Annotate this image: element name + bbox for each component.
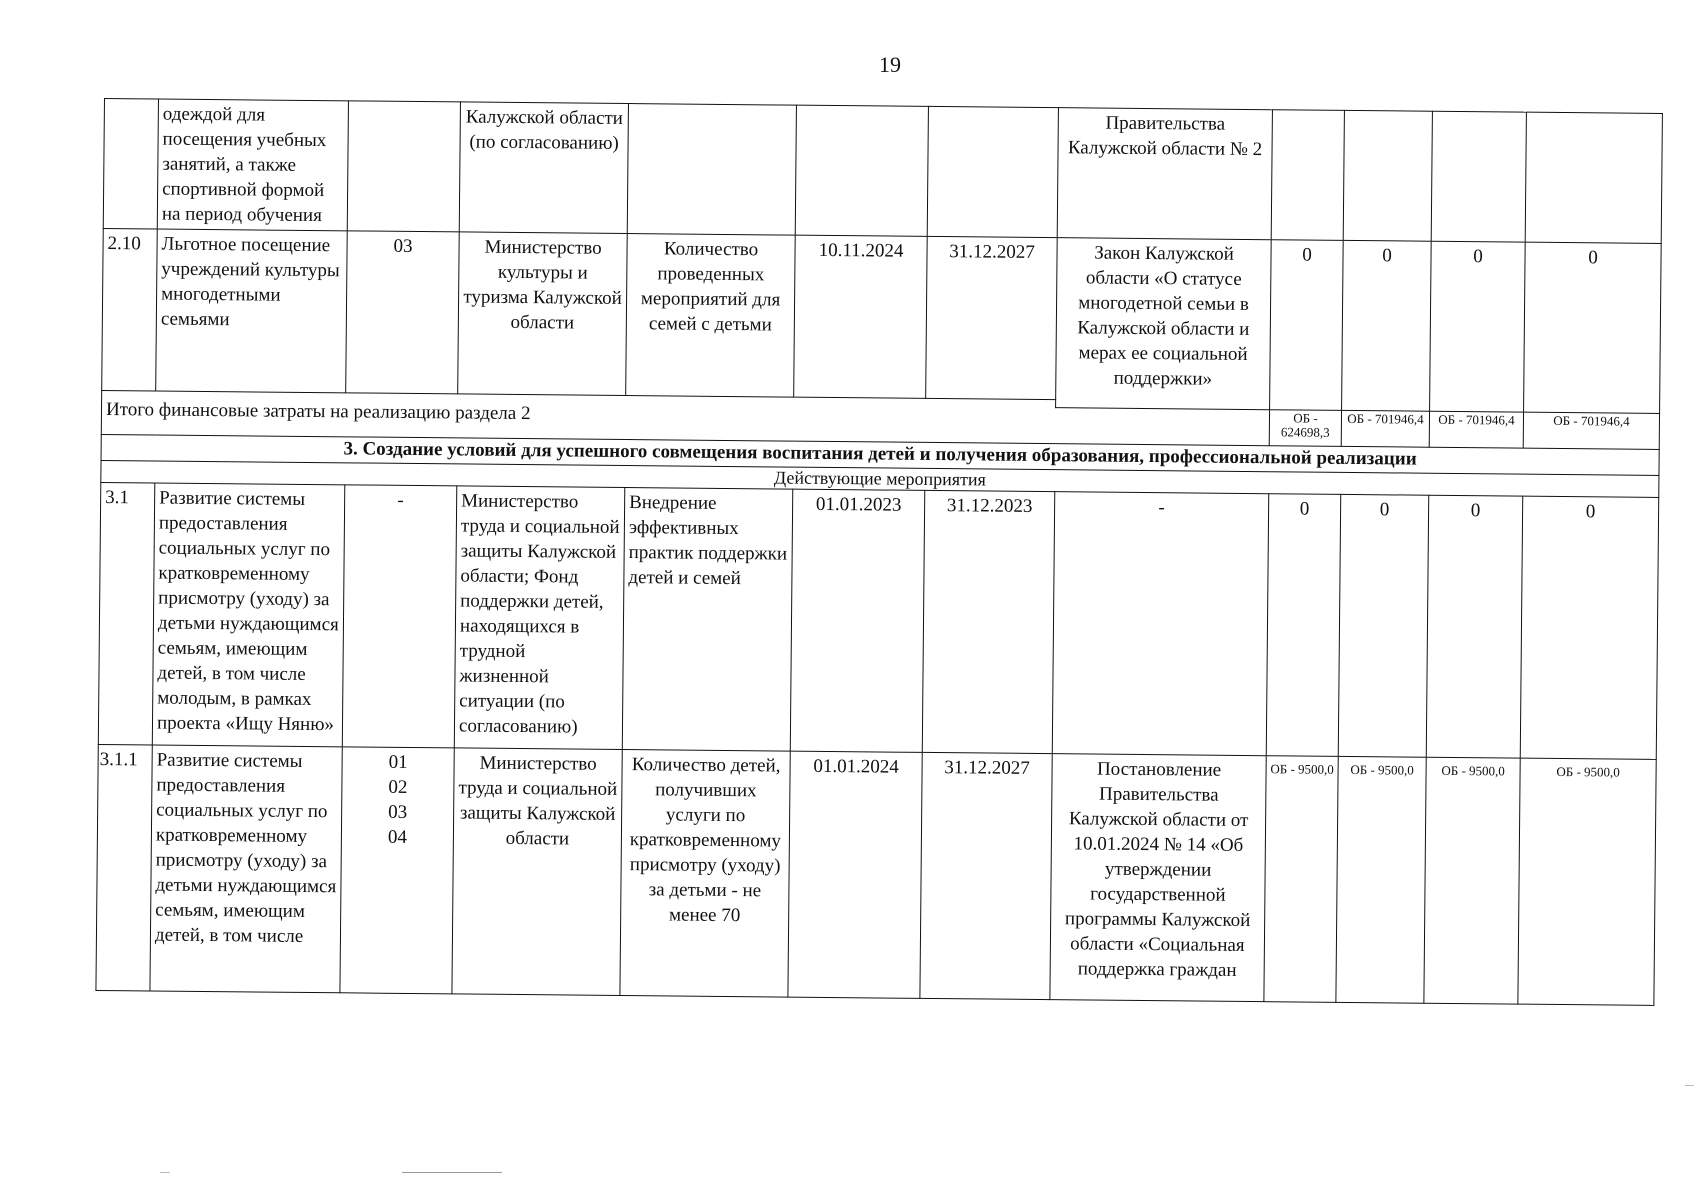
- measure-name: Льготное посещение учреждений культуры многодетными семьями: [156, 229, 348, 393]
- finance-year-4: 0: [1520, 496, 1659, 759]
- table-row: [103, 99, 1662, 244]
- program-measures-table: [95, 98, 1663, 1006]
- program-table-sheet: [95, 98, 1662, 1006]
- executor-cell: Министерство труда и социальной защиты Калужской области: [452, 748, 622, 996]
- table-row: [96, 744, 1656, 1005]
- finance-year-4: [1525, 112, 1662, 243]
- finance-year-3: 0: [1426, 495, 1523, 758]
- finance-year-3: 0: [1430, 241, 1526, 412]
- finance-year-2: 0: [1342, 240, 1432, 411]
- scan-artifact: [1685, 1085, 1694, 1086]
- finance-year-3: ОБ - 9500,0: [1424, 757, 1520, 1004]
- executor-cell: Министерство труда и социальной защиты Калужской области; Фонд поддержки детей, находящихся в трудной жизненной ситуации (по согласованию): [454, 486, 625, 750]
- basis-cell: Правительства Калужской области № 2: [1057, 108, 1272, 240]
- finance-year-1: ОБ - 9500,0: [1264, 756, 1338, 1003]
- scan-artifact: [160, 1172, 170, 1173]
- table-row: [102, 228, 1661, 405]
- code-cell: 01 02 03 04: [340, 747, 454, 994]
- end-date: 31.12.2027: [920, 752, 1052, 999]
- finance-year-3: ОБ - 701946,4: [1429, 411, 1523, 448]
- finance-year-1: [1271, 110, 1344, 241]
- finance-year-4: 0: [1524, 242, 1662, 413]
- finance-year-1: 0: [1266, 494, 1341, 757]
- code-cell: [347, 101, 460, 232]
- finance-year-4: ОБ - 701946,4: [1523, 412, 1659, 449]
- indicator-cell: Внедрение эффективных практик поддержки детей и семей: [622, 488, 793, 752]
- measure-name: Развитие системы предоставления социальных услуг по кратковременному присмотру (уходу) за детьми нуждающимся семьям, имеющим детей, в том числе молодым, в рамках проекта «Ищу Няню»: [152, 483, 345, 747]
- finance-year-2: [1343, 110, 1432, 241]
- indicator-cell: Количество проведенных мероприятий для семей с детьми: [626, 234, 796, 398]
- row-number: 2.10: [102, 228, 158, 391]
- finance-year-1: 0: [1270, 240, 1344, 411]
- executor-cell: Калужской области (по согласованию): [459, 102, 628, 234]
- section-total-label: Итого финансовые затраты на реализацию раздела 2: [101, 398, 1269, 445]
- start-date: 01.01.2023: [790, 489, 925, 752]
- section-title: 3. Создание условий для успешного совмещения воспитания детей и получения образования, профессиональной реализации: [101, 434, 1659, 475]
- table-row: [98, 482, 1658, 759]
- page-number: 19: [879, 52, 901, 77]
- end-date: [927, 106, 1058, 237]
- code-cell: -: [342, 485, 457, 748]
- finance-year-1: ОБ - 624698,3: [1269, 410, 1341, 447]
- scan-artifact: [402, 1172, 502, 1173]
- code-cell: 03: [346, 231, 460, 394]
- basis-cell: -: [1052, 492, 1269, 756]
- row-number: 3.1: [98, 482, 155, 745]
- finance-year-2: ОБ - 9500,0: [1336, 756, 1426, 1003]
- executor-cell: Министерство культуры и туризма Калужской области: [458, 232, 628, 396]
- indicator-cell: Количество детей, получивших услуги по кратковременному присмотру (уходу) за детьми - не менее 70: [620, 750, 790, 998]
- basis-cell: Закон Калужской области «О статусе многодетной семьи в Калужской области и мерах ее социальной поддержки»: [1056, 238, 1272, 410]
- end-date: 31.12.2027: [926, 236, 1058, 399]
- finance-year-2: 0: [1338, 494, 1429, 757]
- finance-year-2: ОБ - 701946,4: [1341, 410, 1429, 447]
- section-subtitle: Действующие мероприятия: [101, 460, 1659, 497]
- measure-name: одеждой для посещения учебных занятий, а также спортивной формой на период обучения: [157, 99, 348, 231]
- start-date: [795, 105, 928, 236]
- finance-year-3: [1431, 111, 1526, 242]
- measure-name: Развитие системы предоставления социальных услуг по кратковременному присмотру (уходу) за детьми нуждающимся семьям, имеющим детей, в том числе: [150, 745, 342, 993]
- basis-cell: Постановление Правительства Калужской области от 10.01.2024 № 14 «Об утверждении государственной программы Калужской области «Социальная поддержка граждан: [1050, 754, 1266, 1002]
- start-date: 01.01.2024: [788, 751, 922, 998]
- indicator-cell: [627, 104, 796, 236]
- row-number: 3.1.1: [96, 744, 152, 991]
- finance-year-4: ОБ - 9500,0: [1518, 758, 1656, 1005]
- start-date: 10.11.2024: [794, 235, 928, 398]
- row-number: [103, 99, 158, 230]
- end-date: 31.12.2023: [922, 490, 1055, 753]
